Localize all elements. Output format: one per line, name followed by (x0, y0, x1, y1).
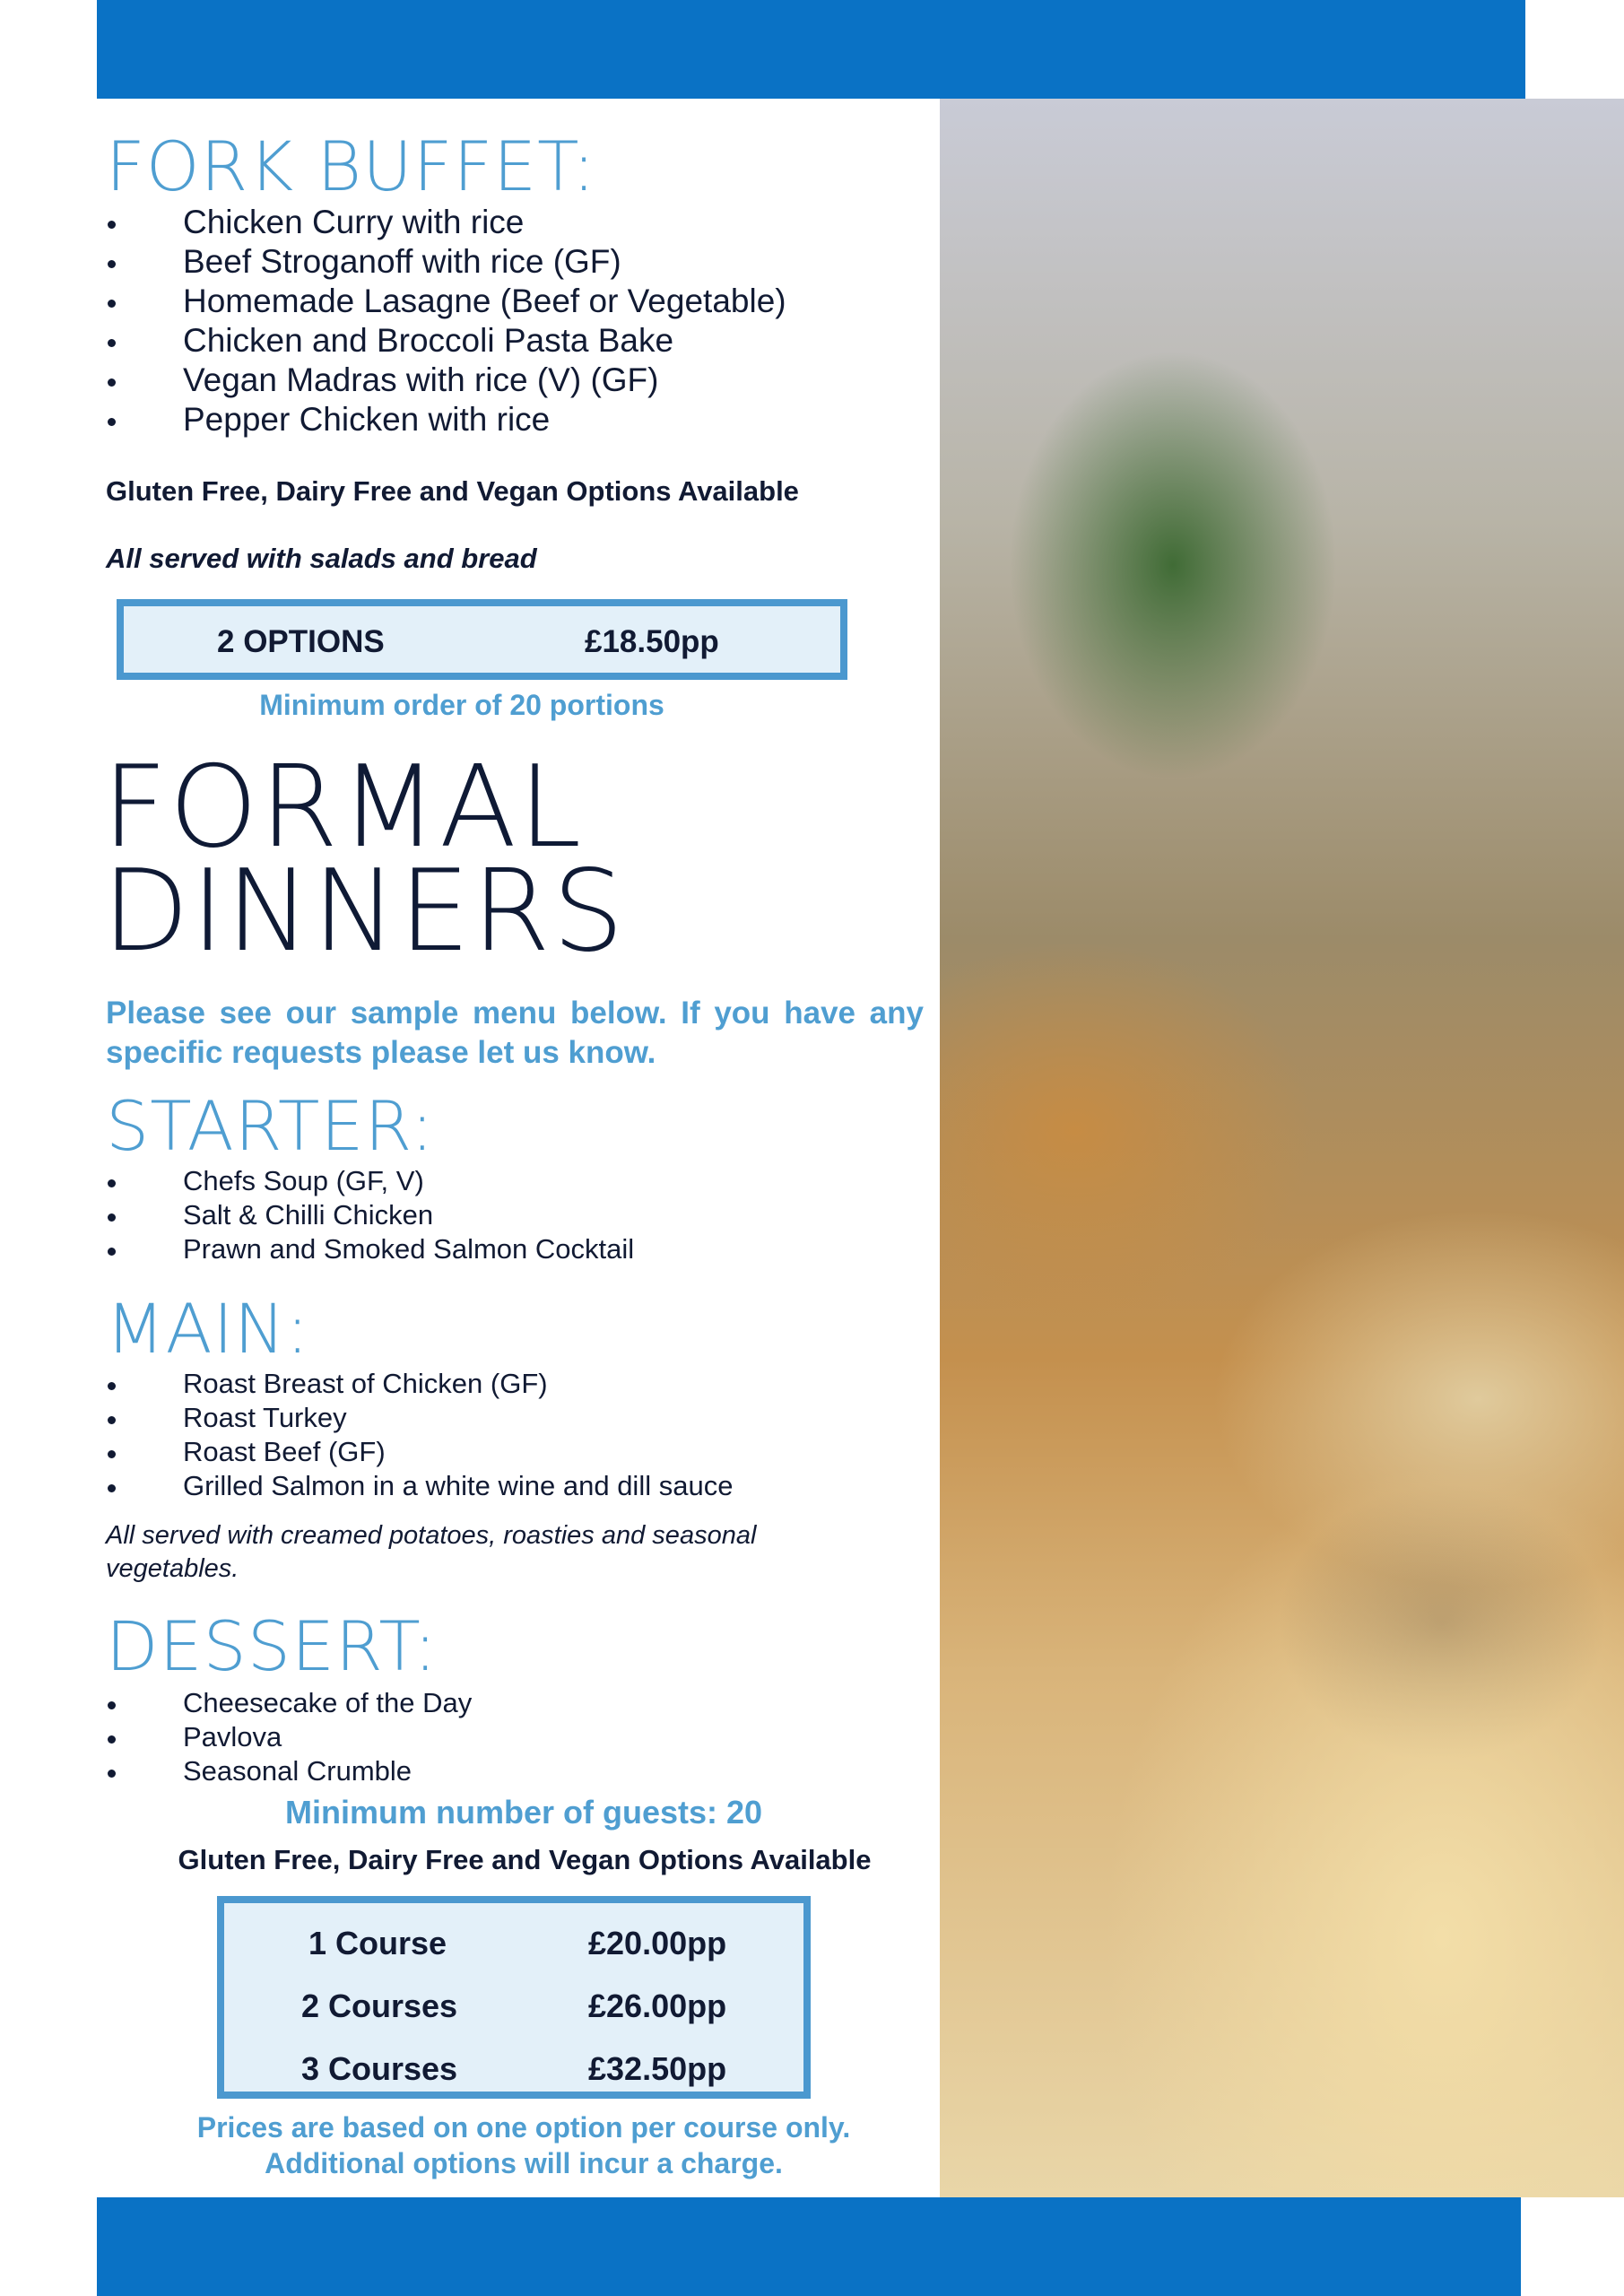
price-value: £18.50pp (585, 624, 719, 659)
prices-footnote-line1: Prices are based on one option per course only. (196, 2111, 851, 2144)
course-label: 2 Courses (301, 1987, 458, 2024)
fork-buffet-served-note: All served with salads and bread (106, 543, 537, 574)
fork-buffet-heading: FORK BUFFET: (106, 126, 596, 206)
list-item: Pavlova (106, 1720, 472, 1754)
top-banner-bar (97, 0, 1525, 99)
starter-list (106, 1164, 634, 1266)
starter-heading: STARTER: (106, 1086, 435, 1166)
course-label: 1 Course (308, 1925, 447, 1961)
list-item: Chefs Soup (GF, V) (106, 1164, 634, 1198)
list-item: Vegan Madras with rice (V) (GF) (106, 361, 786, 400)
dinner-price-box (217, 1896, 811, 2099)
fork-buffet-minimum: Minimum order of 20 portions (259, 689, 664, 721)
formal-dinners-intro: Please see our sample menu below. If you have any specific requests please let us know. (106, 996, 924, 1070)
list-item: Chicken and Broccoli Pasta Bake (106, 321, 786, 361)
prices-footnote (151, 2109, 897, 2181)
formal-dinners-heading-line2: DINNERS (102, 845, 626, 977)
minimum-guests: Minimum number of guests: 20 (284, 1794, 763, 1831)
course-price: £32.50pp (588, 2050, 727, 2087)
price-option-label: 2 OPTIONS (217, 624, 385, 659)
list-item: Pepper Chicken with rice (106, 400, 786, 439)
course-price: £26.00pp (588, 1987, 727, 2024)
main-list (106, 1367, 733, 1503)
list-item: Homemade Lasagne (Beef or Vegetable) (106, 282, 786, 321)
dessert-heading: DESSERT: (106, 1606, 439, 1686)
list-item: Salt & Chilli Chicken (106, 1198, 634, 1232)
main-served-note: All served with creamed potatoes, roasties and seasonal vegetables. (106, 1521, 757, 1583)
list-item: Grilled Salmon in a white wine and dill sauce (106, 1469, 733, 1503)
list-item: Cheesecake of the Day (106, 1686, 472, 1720)
fork-buffet-list (106, 203, 786, 439)
list-item: Chicken Curry with rice (106, 203, 786, 242)
formal-dinners-heading-line1: FORMAL (102, 741, 584, 873)
list-item: Roast Turkey (106, 1401, 733, 1435)
list-item: Roast Beef (GF) (106, 1435, 733, 1469)
main-heading: MAIN: (106, 1289, 310, 1369)
bottom-banner-bar (97, 2197, 1521, 2296)
prices-footnote-line2: Additional options will incur a charge. (265, 2147, 783, 2179)
dinner-options-note: Gluten Free, Dairy Free and Vegan Options Available (178, 1844, 872, 1875)
course-price: £20.00pp (588, 1925, 727, 1961)
fork-buffet-options-note: Gluten Free, Dairy Free and Vegan Options Available (106, 475, 799, 507)
list-item: Roast Breast of Chicken (GF) (106, 1367, 733, 1401)
dessert-list (106, 1686, 472, 1788)
list-item: Seasonal Crumble (106, 1754, 472, 1788)
fork-buffet-price-box (117, 599, 847, 680)
course-label: 3 Courses (301, 2050, 458, 2087)
list-item: Prawn and Smoked Salmon Cocktail (106, 1232, 634, 1266)
list-item: Beef Stroganoff with rice (GF) (106, 242, 786, 282)
food-photo (940, 99, 1624, 2197)
